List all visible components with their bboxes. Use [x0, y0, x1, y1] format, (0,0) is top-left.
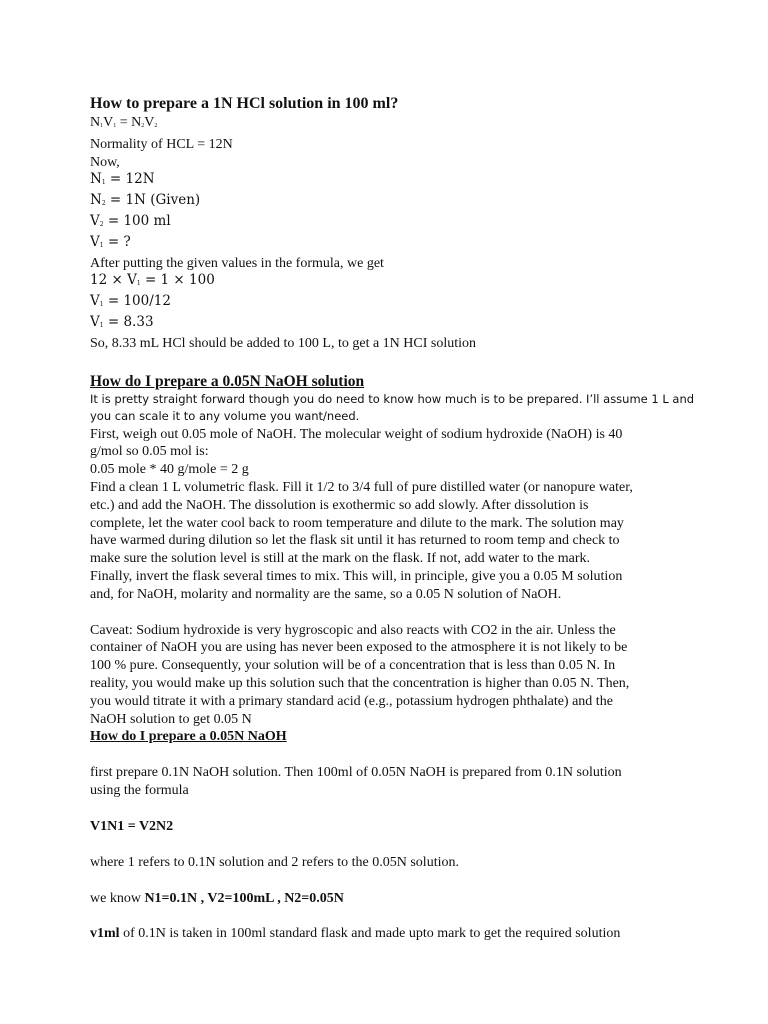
- we-know-line: we know N1=0.1N , V2=100mL , N2=0.05N: [90, 890, 344, 906]
- paragraph-line: 100 % pure. Consequently, your solution will be of a concentration that is less than 0.05 N. In: [90, 658, 616, 674]
- spacer: [90, 604, 690, 622]
- dilution-line-1: first prepare 0.1N NaOH solution. Then 100ml of 0.05N NaOH is prepared from 0.1N solution: [90, 765, 622, 781]
- caveat-paragraph: [90, 622, 690, 729]
- paragraph-line: Caveat: Sodium hydroxide is very hygroscopic and also reacts with CO2 in the air. Unless the: [90, 622, 616, 638]
- paragraph-line: First, weigh out 0.05 mole of NaOH. The molecular weight of sodium hydroxide (NaOH) is 40: [90, 426, 623, 442]
- paragraph-line: Finally, invert the flask several times to mix. This will, in principle, give you a 0.05 M solution: [90, 568, 623, 584]
- n1-line: N1 = 12N: [90, 171, 155, 188]
- paragraph-line: reality, you would make up this solution such that the concentration is higher than 0.05 N. Then,: [90, 675, 630, 691]
- paragraph-line: and, for NaOH, molarity and normality are the same, so a 0.05 N solution of NaOH.: [90, 586, 562, 602]
- intro-line-1: It is pretty straight forward though you do need to know how much is to be prepared. I’ll assume 1 L and: [90, 391, 695, 406]
- paragraph-line: g/mol so 0.05 mol is:: [90, 444, 209, 460]
- spacer: [90, 836, 690, 854]
- where-line: where 1 refers to 0.1N solution and 2 refers to the 0.05N solution.: [90, 854, 459, 870]
- calc3-line: V1 = 8.33: [90, 313, 154, 330]
- spacer: [90, 353, 690, 372]
- section-naoh-dilution-title: How do I prepare a 0.05N NaOH: [90, 729, 287, 745]
- formula-n1v1-n2v2: N1V1 = N2V2: [90, 115, 158, 130]
- paragraph-line: have warmed during dilution so let the flask sit until it has returned to room temp and check to: [90, 533, 620, 549]
- document-page: [90, 94, 695, 943]
- n2-line: N2 = 1N (Given): [90, 192, 201, 209]
- section-hcl-title: How to prepare a 1N HCl solution in 100 ml?: [90, 95, 399, 112]
- now-line: Now,: [90, 154, 120, 170]
- paragraph-line: you would titrate it with a primary standard acid (e.g., potassium hydrogen phthalate) and the: [90, 693, 613, 709]
- paragraph-line: Find a clean 1 L volumetric flask. Fill it 1/2 to 3/4 full of pure distilled water (or nanopure water,: [90, 479, 633, 495]
- intro-line-2: you can scale it to any volume you want/need.: [90, 409, 360, 424]
- paragraph-line: complete, let the water cool back to room temperature and dilute to the mark. The solution may: [90, 515, 624, 531]
- dilution-line-2: using the formula: [90, 783, 189, 799]
- so-line: So, 8.33 mL HCl should be added to 100 L, to get a 1N HCI solution: [90, 335, 477, 351]
- dilution-formula: V1N1 = V2N2: [90, 818, 174, 834]
- paragraph-line: 0.05 mole * 40 g/mole = 2 g: [90, 462, 249, 478]
- paragraph-line: container of NaOH you are using has never been exposed to the atmosphere it is not likely to be: [90, 640, 628, 656]
- spacer: [90, 746, 690, 764]
- spacer: [90, 907, 690, 925]
- section-naoh-title: How do I prepare a 0.05N NaOH solution: [90, 372, 365, 390]
- v1ml-line: v1ml of 0.1N is taken in 100ml standard flask and made upto mark to get the required solution: [90, 926, 621, 942]
- after-line: After putting the given values in the formula, we get: [90, 255, 384, 271]
- spacer: [90, 800, 690, 818]
- calc2-line: V1 = 100/12: [90, 293, 171, 310]
- procedure-paragraph: [90, 426, 690, 604]
- v1-line: V1 = ?: [90, 233, 131, 250]
- paragraph-line: etc.) and add the NaOH. The dissolution is exothermic so add slowly. After dissolution is: [90, 497, 589, 513]
- normality-line: Normality of HCL = 12N: [90, 136, 233, 152]
- spacer: [90, 872, 690, 890]
- calc1-line: 12 × V1 = 1 × 100: [90, 272, 215, 289]
- v2-line: V2 = 100 ml: [90, 212, 171, 229]
- paragraph-line: NaOH solution to get 0.05 N: [90, 711, 252, 727]
- paragraph-line: make sure the solution level is still at the mark on the flask. If not, add water to the mark.: [90, 551, 590, 567]
